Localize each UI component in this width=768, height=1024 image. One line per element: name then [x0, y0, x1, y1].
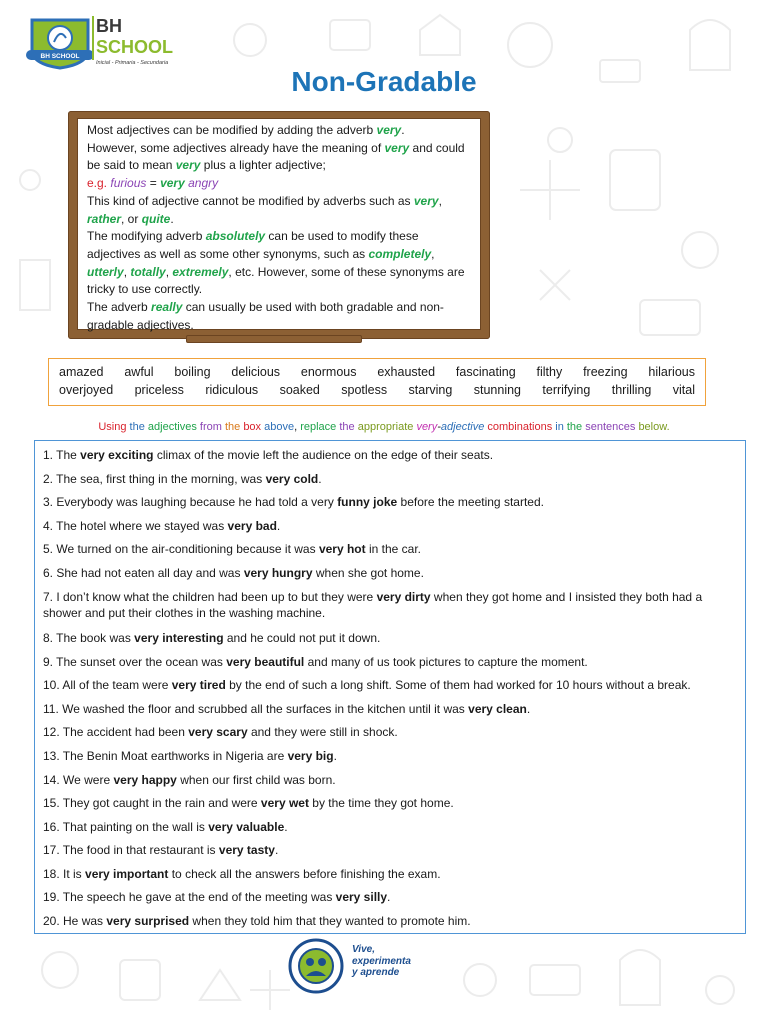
- sentence-item: [43, 772, 739, 796]
- sentence-text: 8. The book was: [43, 630, 135, 645]
- board-text: can usually be used with both gradable and non-gradable adjectives.: [87, 300, 444, 332]
- word-item: freezing: [583, 365, 628, 379]
- word-item: thrilling: [611, 383, 652, 397]
- instruction-word: the: [339, 421, 358, 433]
- sentence-text: by the time they got home.: [308, 796, 454, 811]
- target-phrase: very hungry: [243, 565, 313, 580]
- sentence-item: [43, 494, 739, 518]
- example-word-furious: furious: [110, 176, 147, 191]
- board-text: However, some adjectives already have the meaning of: [87, 140, 385, 155]
- sentence-text: 14. We were: [43, 772, 114, 787]
- word-row-2: [59, 381, 695, 399]
- target-phrase: very tasty: [218, 843, 275, 858]
- logo-school-text: SCHOOL: [96, 37, 174, 57]
- board-text: ,: [165, 264, 173, 279]
- sentence-text: and many of us took pictures to capture the moment.: [304, 654, 588, 669]
- sentence-text: 12. The accident had been: [43, 725, 189, 740]
- keyword-very: very: [413, 193, 439, 208]
- sentence-item: [43, 518, 739, 542]
- sentence-text: 15. They got caught in the rain and were: [43, 796, 261, 811]
- sentence-item: [43, 889, 739, 913]
- keyword-absolutely: absolutely: [205, 229, 266, 244]
- instruction-word: below.: [638, 421, 670, 433]
- sentence-item: [43, 701, 739, 725]
- logo-wordmark: [96, 16, 173, 66]
- logo-subtitle: Inicial - Primaria - Secundaria: [96, 60, 169, 66]
- slogan-line: experimenta: [352, 955, 411, 967]
- instruction-word: in: [555, 421, 567, 433]
- target-phrase: very silly: [335, 890, 388, 905]
- instruction-word: from: [199, 421, 225, 433]
- target-phrase: very tired: [171, 678, 226, 693]
- sentence-text: to check all the answers before finishing the exam.: [168, 866, 441, 881]
- board-text: plus a lighter adjective;: [200, 158, 326, 173]
- sentences-box: [34, 440, 746, 934]
- board-text: The modifying adverb: [87, 229, 206, 244]
- word-item: delicious: [231, 365, 281, 379]
- word-item: awful: [124, 365, 154, 379]
- sentence-text: when she got home.: [312, 565, 424, 580]
- sentence-text: .: [318, 471, 322, 486]
- sentence-text: .: [333, 748, 337, 763]
- instruction-line: [0, 421, 768, 433]
- sentence-text: when our first child was born.: [176, 772, 336, 787]
- keyword-quite: quite: [141, 211, 171, 226]
- keyword-totally: totally: [130, 264, 166, 279]
- target-phrase: very hot: [318, 542, 366, 557]
- keyword-very: very: [384, 140, 410, 155]
- footer-slogan: [352, 944, 411, 979]
- sentence-text: before the meeting started.: [397, 495, 544, 510]
- target-phrase: very beautiful: [226, 654, 305, 669]
- keyword-very: very: [376, 123, 402, 137]
- word-item: vital: [672, 383, 695, 397]
- keyword-extremely: extremely: [172, 264, 229, 279]
- sentence-item: [43, 819, 739, 843]
- word-item: amazed: [59, 365, 104, 379]
- board-text: and could be said to mean: [87, 140, 465, 173]
- sentence-text: .: [387, 890, 391, 905]
- board-text: Most adjectives can be modified by adding the adverb: [87, 123, 377, 137]
- sentence-text: 10. All of the team were: [43, 678, 172, 693]
- word-item: ridiculous: [205, 383, 259, 397]
- sentence-text: and they were still in shock.: [247, 725, 398, 740]
- word-item: enormous: [300, 365, 357, 379]
- sentence-text: 1. The: [43, 448, 81, 462]
- instruction-word: the: [566, 421, 586, 433]
- sentence-item: [43, 795, 739, 819]
- sentence-text: in the car.: [365, 542, 422, 557]
- target-phrase: very cold: [265, 471, 319, 486]
- instruction-word: adjective: [440, 421, 488, 433]
- word-item: soaked: [279, 383, 320, 397]
- board-tray: [186, 335, 362, 343]
- sentence-text: .: [276, 518, 281, 533]
- sentence-item: [43, 447, 739, 471]
- instruction-word: the: [129, 421, 148, 433]
- sentence-text: .: [274, 843, 279, 858]
- target-phrase: very wet: [260, 796, 309, 811]
- sentence-item: [43, 541, 739, 565]
- sentence-text: 2. The sea, first thing in the morning, was: [43, 471, 266, 486]
- board-text: =: [146, 176, 161, 191]
- adjective-word-box: [48, 358, 706, 406]
- example-label: e.g.: [87, 176, 111, 191]
- instruction-word: ,: [294, 421, 301, 433]
- sentence-item: [43, 677, 739, 701]
- keyword-completely: completely: [368, 246, 432, 261]
- target-phrase: very scary: [188, 725, 248, 740]
- target-phrase: very big: [287, 748, 334, 763]
- word-item: overjoyed: [59, 383, 114, 397]
- sentence-text: 19. The speech he gave at the end of the meeting was: [43, 890, 336, 905]
- board-text: .: [170, 211, 174, 226]
- target-phrase: very dirty: [376, 589, 431, 604]
- sentence-item: [43, 565, 739, 589]
- target-phrase: very interesting: [134, 630, 224, 645]
- board-text: ,: [431, 246, 435, 261]
- explanation-text: [77, 118, 481, 330]
- instruction-word: Using: [98, 421, 130, 433]
- target-phrase: very clean: [468, 701, 527, 716]
- explanation-board: [68, 111, 490, 339]
- instruction-word: box: [243, 421, 265, 433]
- word-item: filthy: [536, 365, 563, 379]
- target-phrase: very exciting: [80, 448, 154, 462]
- board-text: This kind of adjective cannot be modified by adverbs such as: [87, 193, 414, 208]
- board-text: , etc. However, some of these synonyms are tricky to use correctly.: [87, 264, 465, 297]
- instruction-word: the: [224, 421, 244, 433]
- sentence-text: 7. I don’t know what the children had been up to but they were: [43, 589, 377, 604]
- word-item: boiling: [174, 365, 211, 379]
- sentence-text: 5. We turned on the air-conditioning because it was: [43, 542, 319, 557]
- sentence-text: 16. That painting on the wall is: [43, 819, 209, 834]
- sentence-text: 18. It is: [43, 866, 86, 881]
- sentence-text: 3. Everybody was laughing because he had told a very: [43, 495, 338, 510]
- instruction-word: -: [437, 421, 441, 433]
- board-text: ,: [123, 264, 131, 279]
- board-text: The adverb: [87, 300, 152, 315]
- sentence-text: 6. She had not eaten all day and was: [43, 565, 244, 580]
- board-text: can be used to modify these adjectives as well as some other synonyms, such as: [87, 229, 419, 261]
- sentence-text: by the end of such a long shift. Some of them had worked for 10 hours without a break.: [225, 678, 691, 693]
- instruction-word: above: [264, 421, 295, 433]
- page-title: Non-Gradable: [291, 66, 477, 97]
- word-item: stunning: [473, 383, 521, 397]
- target-phrase: very important: [85, 866, 169, 881]
- keyword-very: very: [160, 176, 185, 191]
- word-item: exhausted: [377, 365, 436, 379]
- sentence-text: when they got home and I insisted they both had a shower and put their clothes in the washing machine.: [43, 589, 703, 620]
- sentence-item: [43, 471, 739, 495]
- example-word-angry: angry: [188, 176, 219, 191]
- instruction-word: sentences: [585, 421, 639, 433]
- target-phrase: very valuable: [208, 819, 285, 834]
- word-item: terrifying: [542, 383, 591, 397]
- sentence-text: 11. We washed the floor and scrubbed all the surfaces in the kitchen until it was: [43, 701, 469, 716]
- sentence-text: 20. He was: [43, 914, 107, 929]
- keyword-very: very: [175, 158, 201, 173]
- board-text: ,: [438, 193, 442, 208]
- sentence-item: [43, 724, 739, 748]
- sentence-item: [43, 842, 739, 866]
- instruction-word: adjectives: [147, 421, 200, 433]
- sentence-item: [43, 913, 739, 937]
- keyword-rather: rather: [87, 211, 122, 226]
- keyword-utterly: utterly: [87, 264, 124, 279]
- svg-text:BH SCHOOL: BH SCHOOL: [40, 53, 80, 60]
- sentence-item: [43, 589, 739, 630]
- slogan-line: y aprende: [352, 967, 400, 978]
- slogan-line: Vive,: [352, 944, 375, 955]
- sentence-text: climax of the movie left the audience on the edge of their seats.: [153, 448, 494, 462]
- target-phrase: very surprised: [106, 914, 190, 929]
- instruction-word: combinations: [487, 421, 556, 433]
- keyword-really: really: [151, 300, 183, 315]
- word-item: fascinating: [455, 365, 516, 379]
- sentence-item: [43, 654, 739, 678]
- board-text: , or: [121, 211, 142, 226]
- sentence-text: 17. The food in that restaurant is: [43, 843, 219, 858]
- sentence-text: when they told him that they wanted to promote him.: [189, 914, 471, 929]
- logo-bh-text: BH: [96, 16, 122, 36]
- sentence-text: .: [284, 819, 288, 834]
- target-phrase: very happy: [113, 772, 177, 787]
- instruction-word: replace: [300, 421, 340, 433]
- sentence-item: [43, 748, 739, 772]
- sentence-item: [43, 866, 739, 890]
- sentence-text: and he could not put it down.: [223, 630, 381, 645]
- word-item: priceless: [134, 383, 184, 397]
- word-row-1: [59, 363, 695, 381]
- target-phrase: funny joke: [337, 495, 398, 510]
- sentence-text: 13. The Benin Moat earthworks in Nigeria are: [43, 748, 288, 763]
- word-item: hilarious: [648, 365, 695, 379]
- sentence-item: [43, 630, 739, 654]
- instruction-word: appropriate: [357, 421, 417, 433]
- board-text: .: [401, 123, 405, 137]
- instruction-word: very: [416, 421, 438, 433]
- target-phrase: very bad: [227, 518, 277, 533]
- sentence-text: 9. The sunset over the ocean was: [43, 654, 227, 669]
- sentence-text: .: [526, 701, 531, 716]
- word-item: starving: [408, 383, 453, 397]
- sentence-text: 4. The hotel where we stayed was: [43, 518, 228, 533]
- word-item: spotless: [341, 383, 388, 397]
